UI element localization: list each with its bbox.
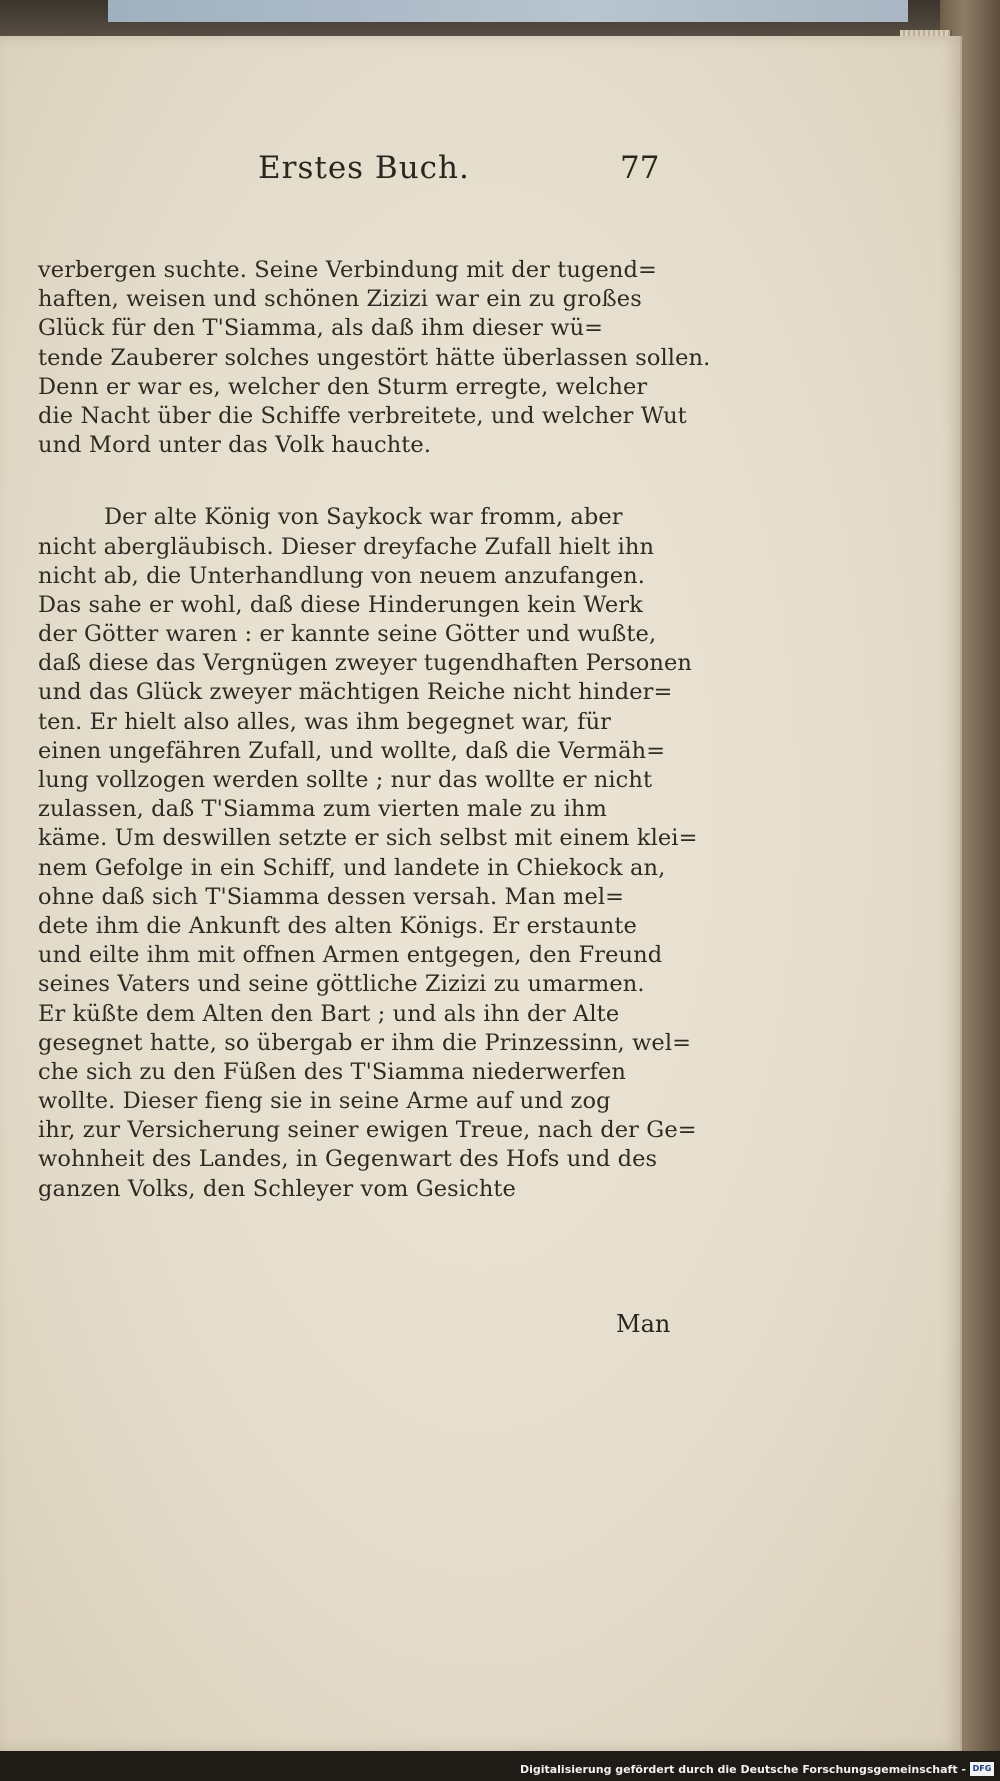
text-line: die Nacht über die Schiffe verbreitete, und welcher Wut: [38, 402, 687, 429]
text-line: zulassen, daß T'Siamma zum vierten male zu ihm: [38, 796, 607, 823]
text-line: der Götter waren : er kannte seine Götter und wußte,: [38, 621, 657, 648]
digitization-credit: Digitalisierung gefördert durch die Deutsche Forschungsgemeinschaft -: [519, 1763, 966, 1776]
text-line: Denn er war es, welcher den Sturm erregte, welcher: [38, 373, 648, 400]
body-text: [38, 256, 711, 1204]
text-line: daß diese das Vergnügen zweyer tugendhaften Personen: [38, 650, 692, 677]
page-number: 77: [620, 150, 660, 186]
text-line: nicht ab, die Unterhandlung von neuem anzufangen.: [38, 562, 646, 589]
catchword: Man: [616, 1310, 671, 1338]
running-head: [258, 150, 698, 210]
text-line: wollte. Dieser fieng sie in seine Arme auf und zog: [38, 1088, 611, 1115]
dfg-logo-icon: DFG: [970, 1762, 994, 1776]
paragraph-2: [38, 503, 698, 1204]
running-title: Erstes Buch.: [258, 150, 470, 186]
text-line: Glück für den T'Siamma, als daß ihm dieser wü=: [38, 315, 604, 342]
text-line: ten. Er hielt also alles, was ihm begegnet war, für: [38, 708, 612, 735]
text-line: verbergen suchte. Seine Verbindung mit der tugend=: [38, 257, 657, 283]
text-line: tende Zauberer solches ungestört hätte überlassen sollen.: [38, 344, 711, 371]
book-top-edge: [0, 0, 1000, 40]
text-line: und eilte ihm mit offnen Armen entgegen, den Freund: [38, 942, 663, 969]
text-line: dete ihm die Ankunft des alten Königs. Er erstaunte: [38, 912, 637, 939]
text-line: ohne daß sich T'Siamma dessen versah. Man mel=: [38, 883, 625, 910]
text-line: nicht abergläubisch. Dieser dreyfache Zufall hielt ihn: [38, 533, 655, 560]
text-line: lung vollzogen werden sollte ; nur das wollte er nicht: [38, 767, 653, 793]
paragraph-1: [38, 256, 711, 460]
text-line: und Mord unter das Volk hauchte.: [38, 432, 432, 459]
text-line: Das sahe er wohl, daß diese Hinderungen kein Werk: [38, 591, 643, 618]
text-line: haften, weisen und schönen Zizizi war ein zu großes: [38, 286, 642, 313]
adjacent-book-cover: [108, 0, 908, 22]
text-line: Der alte König von Saykock war fromm, aber: [104, 504, 623, 531]
text-line: che sich zu den Füßen des T'Siamma niederwerfen: [38, 1058, 627, 1085]
text-line: Er küßte dem Alten den Bart ; und als ihn der Alte: [38, 1000, 620, 1027]
text-line: und das Glück zweyer mächtigen Reiche nicht hinder=: [38, 679, 673, 706]
text-line: gesegnet hatte, so übergab er ihm die Prinzessinn, wel=: [38, 1029, 692, 1056]
text-line: seines Vaters und seine göttliche Zizizi zu umarmen.: [38, 971, 645, 998]
text-line: wohnheit des Landes, in Gegenwart des Hofs und des: [38, 1146, 658, 1173]
text-line: ganzen Volks, den Schleyer vom Gesichte: [38, 1175, 516, 1202]
text-line: nem Gefolge in ein Schiff, und landete in Chiekock an,: [38, 854, 666, 881]
text-line: ihr, zur Versicherung seiner ewigen Treue, nach der Ge=: [38, 1117, 697, 1144]
text-line: einen ungefähren Zufall, und wollte, daß die Vermäh=: [38, 737, 666, 764]
text-line: käme. Um deswillen setzte er sich selbst mit einem klei=: [38, 825, 698, 852]
